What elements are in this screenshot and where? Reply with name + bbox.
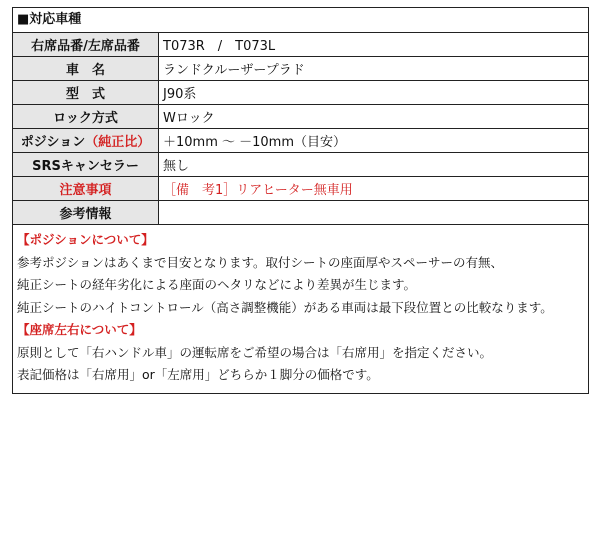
value-part-number: T073R / T073L [159, 33, 589, 57]
label-part-number: 右席品番/左席品番 [13, 33, 159, 57]
value-reference [159, 201, 589, 225]
label-model: 型 式 [13, 81, 159, 105]
value-srs-canceller: 無し [159, 153, 589, 177]
position-notes-heading: 【ポジションについて】 [17, 232, 154, 247]
value-lock-type: Wロック [159, 105, 589, 129]
value-car-name: ランドクルーザープラド [159, 57, 589, 81]
compatibility-sheet [12, 7, 589, 394]
label-lock-type: ロック方式 [13, 105, 159, 129]
position-note-line: 純正シートの経年劣化による座面のヘタリなどにより差異が生じます。 [17, 277, 417, 292]
table-row [13, 177, 588, 201]
value-model: J90系 [159, 81, 589, 105]
seat-note-line: 表記価格は「右席用」or「左席用」どちらか１脚分の価格です。 [17, 367, 379, 382]
table-row [13, 129, 588, 153]
value-position: ＋10mm 〜 －10mm（目安） [159, 129, 589, 153]
table-row [13, 33, 588, 57]
label-position-main: ポジション [20, 135, 86, 150]
notes-section [13, 225, 588, 393]
label-caution: 注意事項 [13, 177, 159, 201]
table-row [13, 57, 588, 81]
position-note-line: 参考ポジションはあくまで目安となります。取付シートの座面厚やスペーサーの有無、 [17, 254, 503, 270]
label-position-paren: （純正比） [85, 135, 151, 150]
section-title: ■対応車種 [13, 8, 588, 33]
position-note-line: 純正シートのハイトコントロール（高さ調整機能）がある車両は最下段位置との比較なります。 [17, 299, 553, 315]
table-row [13, 105, 588, 129]
seat-notes-heading: 【座席左右について】 [17, 322, 142, 337]
label-position [13, 129, 159, 153]
label-reference: 参考情報 [13, 201, 159, 225]
table-row [13, 153, 588, 177]
table-row [13, 201, 588, 225]
table-row [13, 81, 588, 105]
label-car-name: 車 名 [13, 57, 159, 81]
label-srs-canceller: SRSキャンセラー [13, 153, 159, 177]
spec-table [13, 33, 588, 225]
seat-note-line: 原則として「右ハンドル車」の運転席をご希望の場合は「右席用」を指定ください。 [17, 344, 493, 360]
value-caution: ［備 考1］リアヒーター無車用 [159, 177, 589, 201]
